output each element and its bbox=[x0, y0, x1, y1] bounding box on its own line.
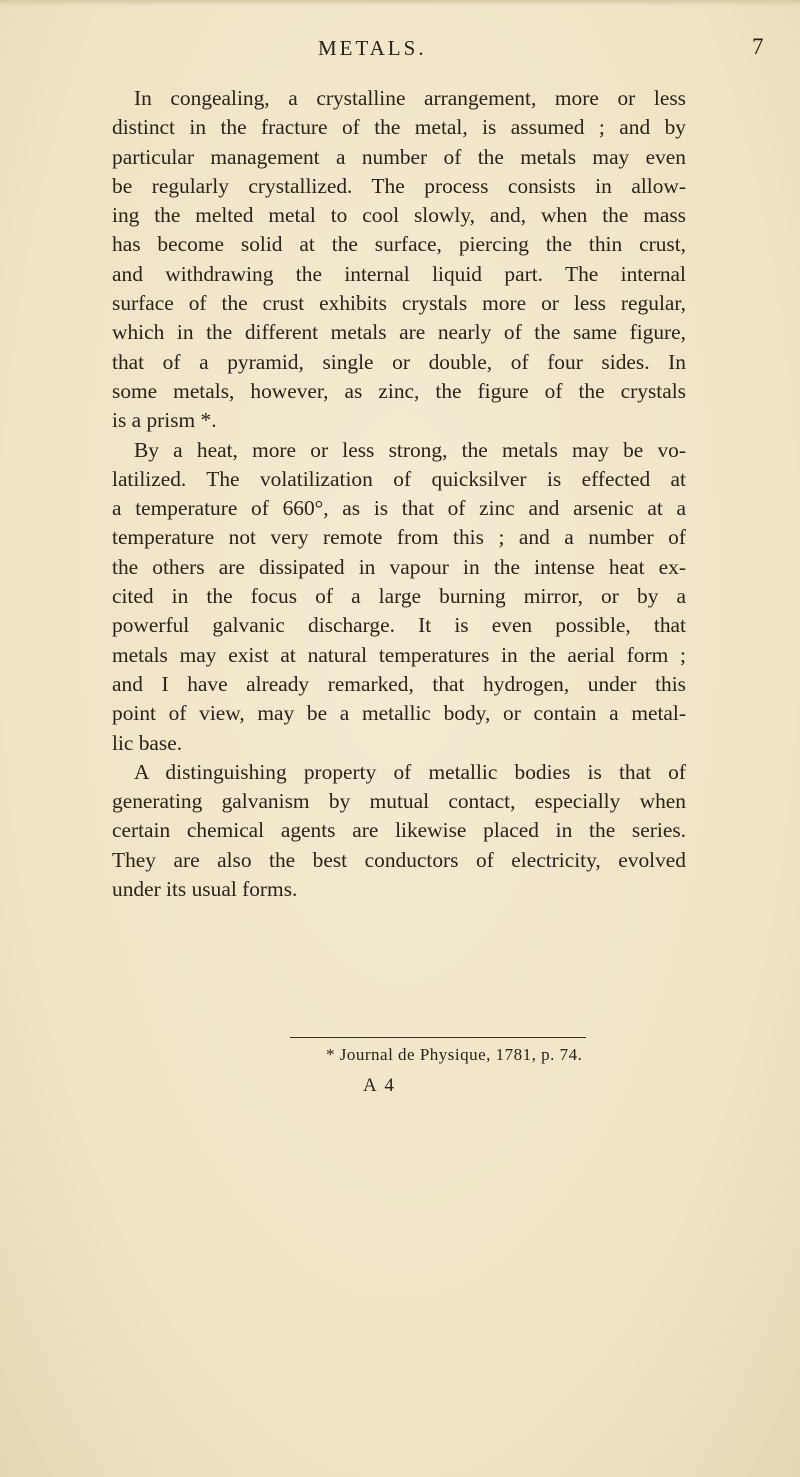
text-line: ing the melted metal to cool slowly, and, when the mass bbox=[112, 203, 686, 228]
page-number: 7 bbox=[752, 34, 764, 59]
text-line: temperature not very remote from this ; and a number of bbox=[112, 525, 686, 550]
text-line: A distinguishing property of metallic bodies is that of bbox=[134, 759, 686, 784]
text-line: certain chemical agents are likewise placed in the series. bbox=[112, 818, 686, 843]
page-top-edge bbox=[0, 0, 800, 6]
text-line: distinct in the fracture of the metal, is assumed ; and by bbox=[112, 115, 686, 140]
text-line: In congealing, a crystalline arrangement, more or less bbox=[134, 86, 686, 110]
text-line: powerful galvanic discharge. It is even possible, that bbox=[112, 613, 686, 638]
text-line: By a heat, more or less strong, the metals may be vo- bbox=[134, 437, 686, 462]
running-title: METALS. bbox=[318, 36, 427, 60]
text-line: and withdrawing the internal liquid part. The internal bbox=[112, 261, 686, 286]
text-line: point of view, may be a metallic body, or contain a metal- bbox=[112, 701, 686, 726]
text-line: under its usual forms. bbox=[112, 877, 298, 902]
text-line: latilized. The volatilization of quicksilver is effected at bbox=[112, 466, 686, 491]
text-line: metals may exist at natural temperatures in the aerial form ; bbox=[112, 642, 686, 667]
text-line: a temperature of 660°, as is that of zinc and arsenic at a bbox=[112, 496, 686, 521]
text-line: is a prism *. bbox=[112, 408, 217, 433]
text-line: particular management a number of the metals may even bbox=[112, 144, 686, 169]
text-line: lic base. bbox=[112, 730, 183, 755]
text-line: cited in the focus of a large burning mirror, or by a bbox=[112, 584, 686, 609]
text-line: and I have already remarked, that hydrogen, under this bbox=[112, 671, 686, 696]
text-line: surface of the crust exhibits crystals more or less regular, bbox=[112, 291, 686, 316]
text-line: some metals, however, as zinc, the figure of the crystals bbox=[112, 378, 686, 403]
running-head bbox=[0, 36, 800, 66]
footnote-rule bbox=[290, 1037, 586, 1038]
body-text bbox=[112, 84, 686, 904]
footnote: * Journal de Physique, 1781, p. 74. bbox=[326, 1045, 583, 1064]
text-line: which in the different metals are nearly of the same figure, bbox=[112, 320, 686, 345]
text-line: generating galvanism by mutual contact, especially when bbox=[112, 789, 686, 814]
text-line: has become solid at the surface, piercing the thin crust, bbox=[112, 232, 686, 257]
text-line: that of a pyramid, single or double, of four sides. In bbox=[112, 349, 686, 374]
signature-mark: A 4 bbox=[363, 1075, 396, 1096]
text-line: be regularly crystallized. The process consists in allow- bbox=[112, 173, 686, 198]
text-line: the others are dissipated in vapour in the intense heat ex- bbox=[112, 554, 686, 579]
text-line: They are also the best conductors of electricity, evolved bbox=[112, 847, 686, 872]
